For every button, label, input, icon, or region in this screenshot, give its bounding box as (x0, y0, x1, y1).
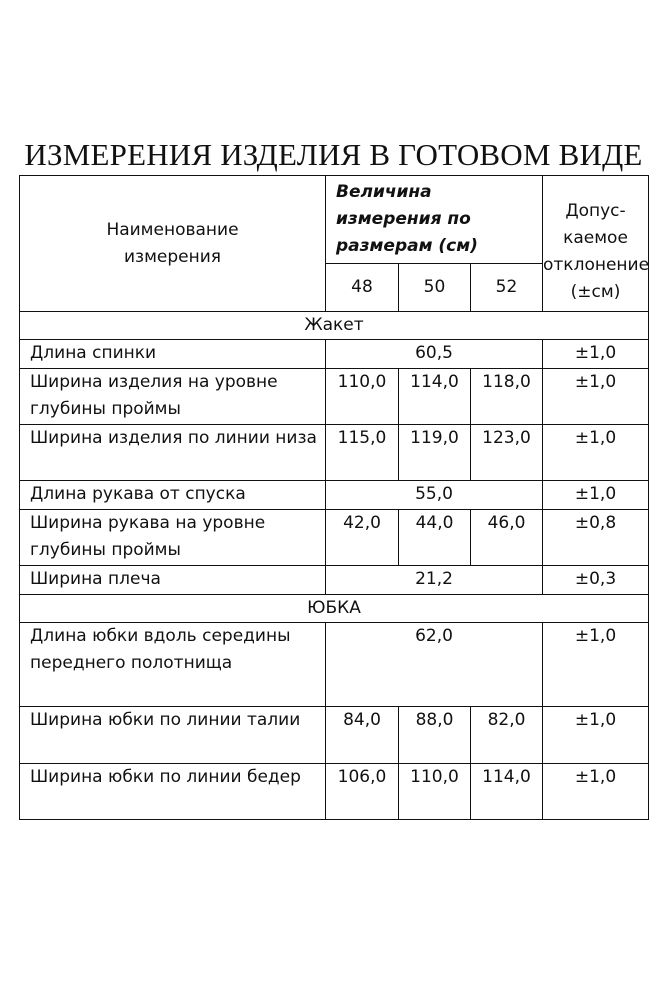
header-tolerance-cell (543, 176, 649, 312)
table-row (20, 707, 649, 764)
header-size-line: Величина (336, 182, 432, 202)
measure-value: 118,0 (471, 369, 543, 425)
header-name-cell (20, 176, 326, 312)
measure-value: 88,0 (399, 707, 471, 764)
header-tolerance-line: (±см) (570, 282, 621, 302)
measure-value: 110,0 (326, 369, 399, 425)
header-tolerance-line: Допус- (565, 201, 626, 221)
tolerance-value: ±1,0 (543, 369, 649, 425)
measure-value: 46,0 (471, 510, 543, 566)
table-row (20, 340, 649, 369)
header-size-line: размерам (см) (336, 236, 478, 256)
measure-name: Ширина юбки по линии бедер (20, 764, 326, 820)
size-52: 52 (471, 264, 543, 312)
table-row (20, 623, 649, 707)
measure-name: Длина спинки (20, 340, 326, 369)
measure-value: 60,5 (326, 340, 543, 369)
measure-value: 62,0 (326, 623, 543, 707)
header-tolerance-line: каемое (563, 228, 628, 248)
header-size-cell (326, 176, 543, 264)
tolerance-value: ±1,0 (543, 425, 649, 481)
measure-name: Длина рукава от спуска (20, 481, 326, 510)
header-name-line: измерения (123, 246, 221, 267)
measure-value: 21,2 (326, 566, 543, 595)
measure-value: 82,0 (471, 707, 543, 764)
measure-value: 55,0 (326, 481, 543, 510)
measure-name: Ширина плеча (20, 566, 326, 595)
size-50: 50 (399, 264, 471, 312)
measure-name: Ширина изделия на уровне глубины проймы (20, 369, 326, 425)
header-tolerance-line: отклонение (543, 255, 650, 275)
table-row (20, 425, 649, 481)
tolerance-value: ±1,0 (543, 481, 649, 510)
section-row (20, 312, 649, 340)
header-size-line: измерения по (336, 209, 471, 229)
measure-value: 119,0 (399, 425, 471, 481)
table-row (20, 566, 649, 595)
measure-value: 106,0 (326, 764, 399, 820)
tolerance-value: ±0,3 (543, 566, 649, 595)
tolerance-value: ±0,8 (543, 510, 649, 566)
measure-value: 42,0 (326, 510, 399, 566)
measure-value: 115,0 (326, 425, 399, 481)
measurements-table (19, 175, 649, 820)
measure-name: Ширина изделия по линии низа (20, 425, 326, 481)
measure-name: Ширина юбки по линии талии (20, 707, 326, 764)
measure-value: 44,0 (399, 510, 471, 566)
table-row (20, 510, 649, 566)
table-row (20, 764, 649, 820)
measure-value: 114,0 (471, 764, 543, 820)
section-skirt: ЮБКА (20, 595, 649, 623)
measure-name: Ширина рукава на уровне глубины проймы (20, 510, 326, 566)
size-48: 48 (326, 264, 399, 312)
section-row (20, 595, 649, 623)
section-jacket: Жакет (20, 312, 649, 340)
measure-value: 110,0 (399, 764, 471, 820)
tolerance-value: ±1,0 (543, 707, 649, 764)
tolerance-value: ±1,0 (543, 340, 649, 369)
tolerance-value: ±1,0 (543, 764, 649, 820)
header-name-line: Наименование (106, 219, 239, 240)
table-row (20, 369, 649, 425)
table-row (20, 481, 649, 510)
measure-value: 123,0 (471, 425, 543, 481)
tolerance-value: ±1,0 (543, 623, 649, 707)
header-row (20, 176, 649, 264)
measure-value: 84,0 (326, 707, 399, 764)
page-title: ИЗМЕРЕНИЯ ИЗДЕЛИЯ В ГОТОВОМ ВИДЕ (24, 137, 643, 172)
measure-name: Длина юбки вдоль середины переднего полотнища (20, 623, 326, 707)
measure-value: 114,0 (399, 369, 471, 425)
